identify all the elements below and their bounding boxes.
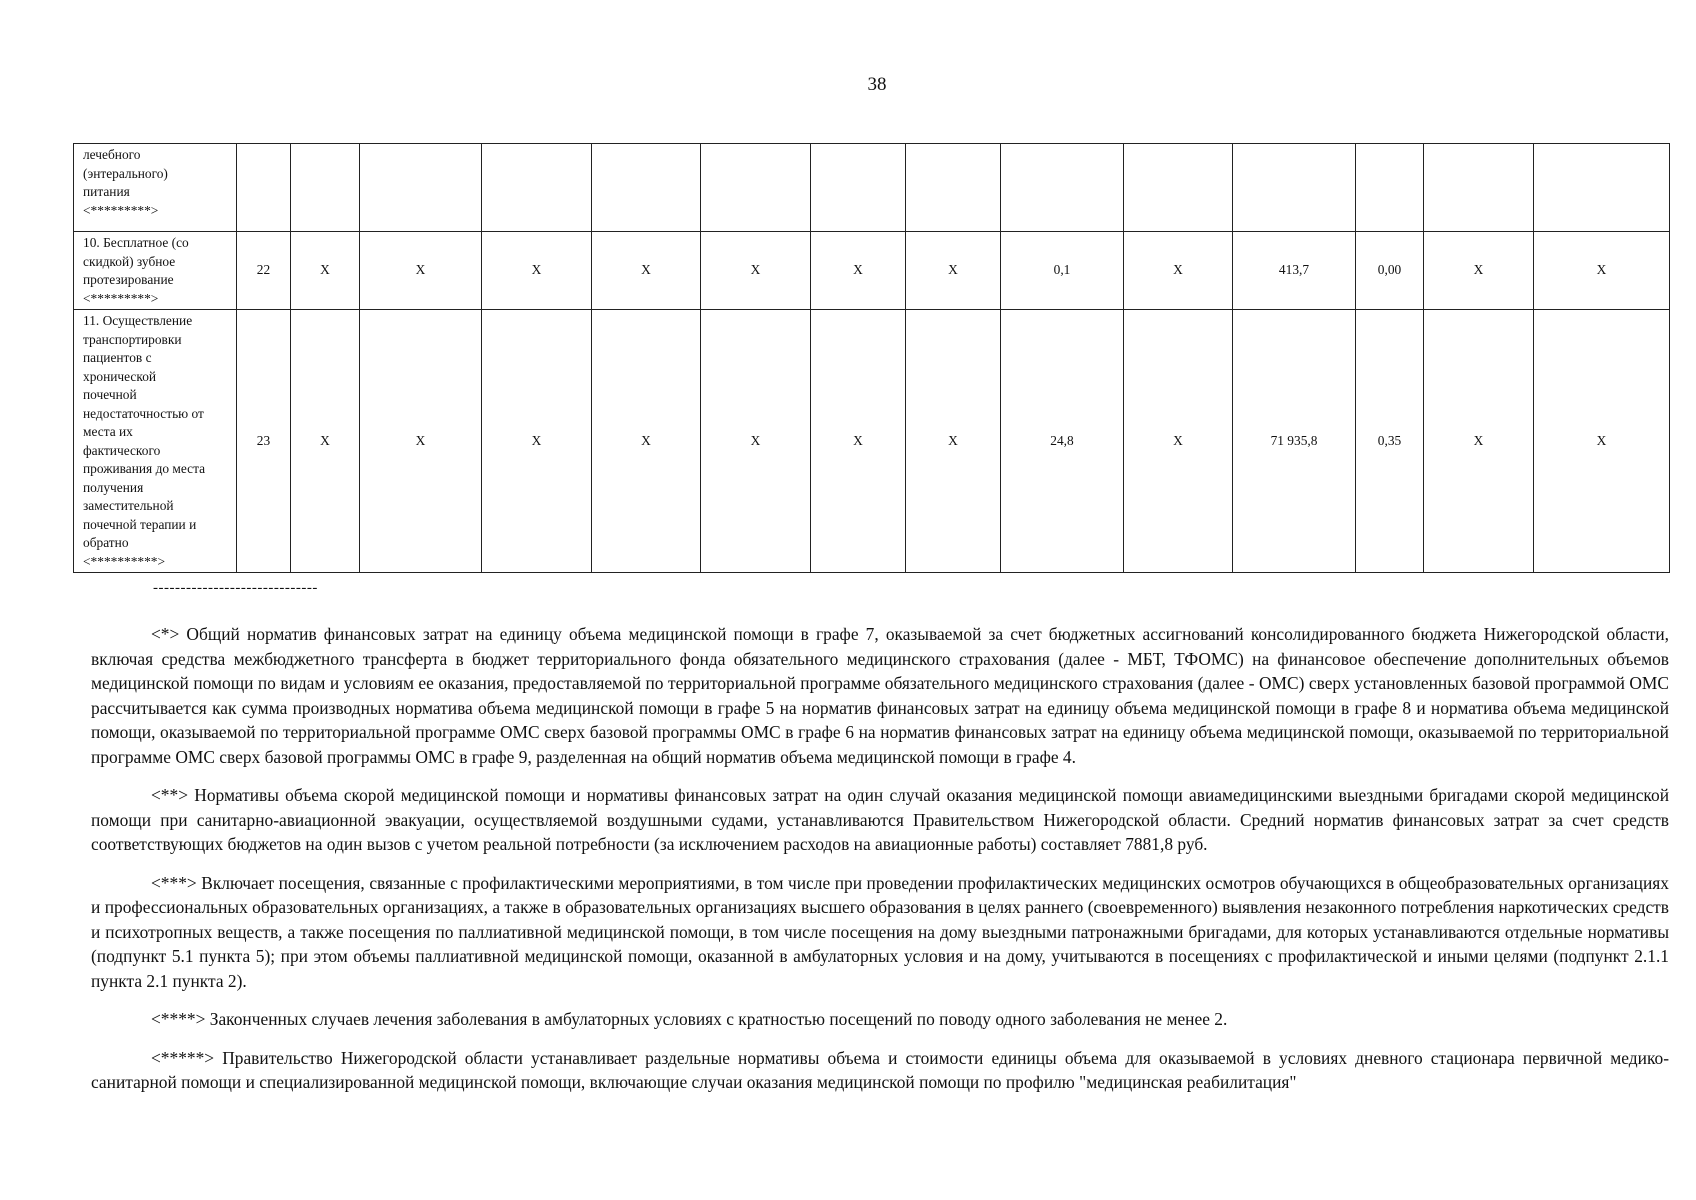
table-cell xyxy=(360,144,482,232)
table-cell: X xyxy=(1534,232,1670,310)
table-cell xyxy=(1356,144,1424,232)
row-name-cell xyxy=(74,144,237,232)
table-cell: 24,8 xyxy=(1001,310,1124,573)
table-cell: X xyxy=(1424,232,1534,310)
footnote-5: <*****> Правительство Нижегородской области устанавливает раздельные нормативы объема и стоимости единицы объема для оказываемой в условиях дневного стационара первичной медико-санитарной помощи и специализированной медицинской помощи, включающие случаи оказания медицинской помощи по профилю "медицинская реабилитация" xyxy=(91,1047,1669,1092)
table-cell: X xyxy=(291,232,360,310)
table-cell xyxy=(1534,144,1670,232)
row-name-line: <*********> xyxy=(83,290,159,306)
row-name-line: заместительной xyxy=(83,498,174,513)
table-cell: X xyxy=(360,310,482,573)
footnote-1: <*> Общий норматив финансовых затрат на единицу объема медицинской помощи в графе 7, оказываемой за счет бюджетных ассигнований консолидированного бюджета Нижегородской области, включая средства межбюджетного трансферта в бюджет территориального фонда обязательного медицинского страхования (далее - МБТ, ТФОМС) на финансовое обеспечение дополнительных объемов медицинской помощи по видам и условиям ее оказания, предоставляемой по территориальной программе обязательного медицинского страхования (далее - ОМС) сверх установленных базовой программой ОМС рассчитывается как сумма производных норматива объема медицинской помощи в графе 5 на норматив финансовых затрат на единицу объема медицинской помощи в графе 8 и норматива объема медицинской помощи, оказываемой по территориальной программе ОМС сверх базовой программы ОМС в графе 6 на норматив финансовых затрат на единицу объема медицинской помощи, оказываемой по территориальной программе ОМС сверх базовой программы ОМС в графе 9, разделенная на общий норматив объема медицинской помощи в графе 4. xyxy=(91,624,1669,767)
table-cell: X xyxy=(906,232,1001,310)
footnote-3: <***> Включает посещения, связанные с профилактическими мероприятиями, в том числе при проведении профилактических медицинских осмотров обучающихся в общеобразовательных организациях и профессиональных образовательных организациях, а также в образовательных организациях высшего образования в целях раннего (своевременного) выявления незаконного потребления наркотических средств и психотропных веществ, а также посещения по паллиативной медицинской помощи, в том числе посещения на дому выездными патронажными бригадами, для которых устанавливаются отдельные нормативы (подпункт 5.1 пункта 5); при этом объемы паллиативной медицинской помощи, оказанной в амбулаторных условия и на дому, учитываются в посещениях с профилактической и иными целями (подпункт 2.1.1 пункта 2.1 пункта 2). xyxy=(91,872,1669,991)
table-cell: 0,00 xyxy=(1356,232,1424,310)
row-name-line: (энтерального) xyxy=(83,165,168,181)
table-cell: 22 xyxy=(237,232,291,310)
row-name-line: 10. Бесплатное (со xyxy=(83,235,189,250)
table-cell: X xyxy=(1424,310,1534,573)
table-cell: 0,35 xyxy=(1356,310,1424,573)
row-name-line: транспортировки xyxy=(83,331,182,347)
table-cell: X xyxy=(811,232,906,310)
row-name-line: фактического xyxy=(83,442,161,458)
footnote-2: <**> Нормативы объема скорой медицинской помощи и нормативы финансовых затрат на один случай оказания медицинской помощи авиамедицинскими выездными бригадами скорой медицинской помощи при санитарно-авиационной эвакуации, осуществляемой воздушными судами, устанавливаются Правительством Нижегородской области. Средний норматив финансовых затрат за счет средств соответствующих бюджетов на один вызов с учетом реальной потребности (за исключением расходов на авиационные работы) составляет 7881,8 руб. xyxy=(91,785,1669,854)
row-name-line: <**********> xyxy=(83,553,166,569)
standards-table xyxy=(73,143,1670,573)
row-name-line: проживания до места xyxy=(83,461,206,476)
table-cell xyxy=(811,144,906,232)
table-cell xyxy=(592,144,701,232)
table-cell: 23 xyxy=(237,310,291,573)
page-number: 38 xyxy=(867,74,887,95)
table-cell: X xyxy=(482,310,592,573)
table-cell: X xyxy=(592,310,701,573)
table-cell: X xyxy=(1534,310,1670,573)
table-cell xyxy=(291,144,360,232)
row-name-line: недостаточностью от xyxy=(83,405,204,421)
table-row xyxy=(74,232,1670,310)
footnote-4: <****> Законченных случаев лечения заболевания в амбулаторных условиях с кратностью посещений по поводу одного заболевания не менее 2. xyxy=(151,1009,1228,1029)
row-name-line: почечной xyxy=(83,387,137,402)
table-cell: 413,7 xyxy=(1233,232,1356,310)
row-name-line: протезирование xyxy=(83,272,174,287)
table-cell: 0,1 xyxy=(1001,232,1124,310)
table-cell: X xyxy=(1124,310,1233,573)
row-name-line: получения xyxy=(83,479,144,495)
table-cell: X xyxy=(811,310,906,573)
table-row xyxy=(74,310,1670,573)
row-name-line: почечной терапии и xyxy=(83,516,197,532)
table-cell xyxy=(906,144,1001,232)
table-cell xyxy=(701,144,811,232)
table-cell xyxy=(1001,144,1124,232)
table-cell: X xyxy=(592,232,701,310)
table-cell: X xyxy=(1124,232,1233,310)
row-name-cell xyxy=(74,310,237,573)
row-name-line: хронической xyxy=(83,368,157,384)
row-name-line: скидкой) зубное xyxy=(83,253,176,269)
table-cell: X xyxy=(360,232,482,310)
table-cell xyxy=(237,144,291,232)
table-cell xyxy=(1424,144,1534,232)
row-name-line: 11. Осуществление xyxy=(83,313,193,328)
table-cell xyxy=(1124,144,1233,232)
table-cell xyxy=(482,144,592,232)
footnote-separator: ------------------------------ xyxy=(153,580,318,596)
row-name-line: места их xyxy=(83,424,133,439)
table-cell: X xyxy=(906,310,1001,573)
row-name-line: лечебного xyxy=(83,147,141,162)
row-name-line: пациентов с xyxy=(83,350,152,365)
table-cell: 71 935,8 xyxy=(1233,310,1356,573)
table-cell: X xyxy=(291,310,360,573)
table-cell: X xyxy=(482,232,592,310)
table-cell: X xyxy=(701,310,811,573)
row-name-line: <*********> xyxy=(83,202,159,218)
row-name-cell xyxy=(74,232,237,310)
footnotes xyxy=(91,622,1669,1109)
table-cell xyxy=(1233,144,1356,232)
table-row xyxy=(74,144,1670,232)
row-name-line: обратно xyxy=(83,535,129,550)
table-cell: X xyxy=(701,232,811,310)
table-body xyxy=(74,144,1670,573)
row-name-line: питания xyxy=(83,184,130,199)
